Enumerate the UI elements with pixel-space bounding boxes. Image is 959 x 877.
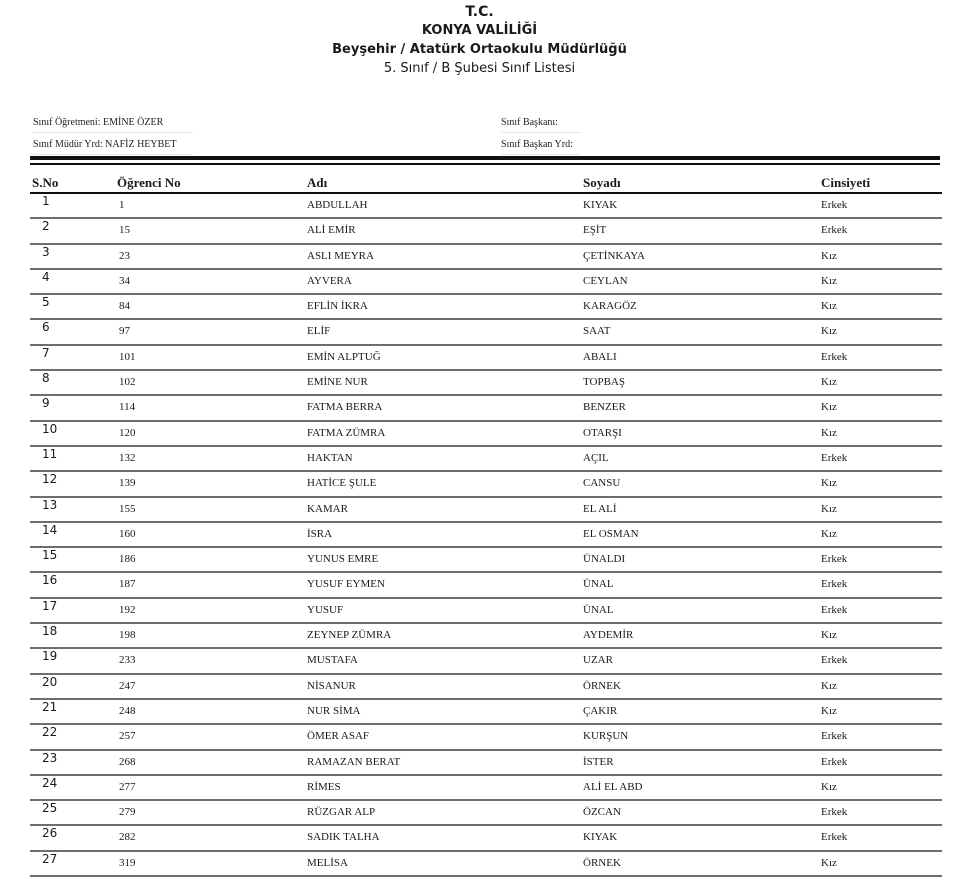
cell-student-no: 34	[117, 269, 307, 294]
cell-sno: 19	[30, 648, 117, 673]
table-row	[30, 370, 942, 395]
cell-last-name: KARAGÖZ	[583, 294, 821, 319]
table-header-row	[30, 167, 942, 193]
cell-last-name: CANSU	[583, 471, 821, 496]
cell-student-no: 233	[117, 648, 307, 673]
table-row	[30, 800, 942, 825]
cell-first-name: ELİF	[307, 319, 583, 344]
cell-gender: Kız	[821, 395, 942, 420]
cell-gender: Erkek	[821, 800, 942, 825]
cell-student-no: 120	[117, 421, 307, 446]
column-header-last-name: Soyadı	[583, 167, 821, 193]
cell-first-name: SADIK TALHA	[307, 825, 583, 850]
cell-gender: Erkek	[821, 547, 942, 572]
cell-last-name: ÇETİNKAYA	[583, 244, 821, 269]
header-school: Beyşehir / Atatürk Ortaokulu Müdürlüğü	[332, 42, 627, 57]
table-row	[30, 522, 942, 547]
cell-sno: 10	[30, 421, 117, 446]
table-row	[30, 218, 942, 243]
table-row	[30, 294, 942, 319]
cell-gender: Kız	[821, 294, 942, 319]
cell-gender: Erkek	[821, 572, 942, 597]
cell-last-name: KIYAK	[583, 193, 821, 218]
cell-student-no: 23	[117, 244, 307, 269]
cell-last-name: ÖRNEK	[583, 674, 821, 699]
table-row	[30, 623, 942, 648]
table-row	[30, 319, 942, 344]
cell-sno: 22	[30, 724, 117, 749]
cell-sno: 15	[30, 547, 117, 572]
cell-student-no: 1	[117, 193, 307, 218]
column-header-first-name: Adı	[307, 167, 583, 193]
info-underline	[501, 154, 581, 155]
header-divider-thin	[30, 163, 940, 165]
cell-student-no: 139	[117, 471, 307, 496]
cell-first-name: ALİ EMİR	[307, 218, 583, 243]
cell-first-name: NUR SİMA	[307, 699, 583, 724]
cell-first-name: ASLI MEYRA	[307, 244, 583, 269]
cell-first-name: HAKTAN	[307, 446, 583, 471]
cell-gender: Erkek	[821, 750, 942, 775]
cell-first-name: ÖMER ASAF	[307, 724, 583, 749]
cell-sno: 2	[30, 218, 117, 243]
table-row	[30, 244, 942, 269]
cell-last-name: EL OSMAN	[583, 522, 821, 547]
header-line-tc: T.C.	[465, 4, 494, 20]
cell-first-name: KAMAR	[307, 497, 583, 522]
cell-student-no: 248	[117, 699, 307, 724]
cell-first-name: FATMA BERRA	[307, 395, 583, 420]
cell-first-name: EMİNE NUR	[307, 370, 583, 395]
column-header-gender: Cinsiyeti	[821, 167, 942, 193]
cell-student-no: 277	[117, 775, 307, 800]
cell-first-name: ABDULLAH	[307, 193, 583, 218]
cell-gender: Erkek	[821, 446, 942, 471]
cell-student-no: 187	[117, 572, 307, 597]
table-row	[30, 497, 942, 522]
table-row	[30, 598, 942, 623]
table-row	[30, 421, 942, 446]
table-row	[30, 750, 942, 775]
table-row	[30, 345, 942, 370]
cell-sno: 16	[30, 572, 117, 597]
cell-gender: Kız	[821, 319, 942, 344]
cell-last-name: ALİ EL ABD	[583, 775, 821, 800]
cell-first-name: RAMAZAN BERAT	[307, 750, 583, 775]
table-row	[30, 724, 942, 749]
cell-last-name: UZAR	[583, 648, 821, 673]
cell-first-name: MELİSA	[307, 851, 583, 876]
cell-student-no: 102	[117, 370, 307, 395]
cell-sno: 21	[30, 699, 117, 724]
cell-sno: 23	[30, 750, 117, 775]
cell-sno: 4	[30, 269, 117, 294]
info-underline	[501, 132, 581, 133]
cell-sno: 14	[30, 522, 117, 547]
cell-gender: Kız	[821, 244, 942, 269]
cell-gender: Kız	[821, 370, 942, 395]
table-row	[30, 851, 942, 876]
cell-gender: Kız	[821, 269, 942, 294]
class-vice-president-label: Sınıf Başkan Yrd:	[501, 139, 573, 150]
cell-sno: 26	[30, 825, 117, 850]
cell-gender: Kız	[821, 699, 942, 724]
cell-gender: Erkek	[821, 724, 942, 749]
cell-last-name: CEYLAN	[583, 269, 821, 294]
cell-gender: Kız	[821, 471, 942, 496]
cell-last-name: ÜNAL	[583, 572, 821, 597]
cell-student-no: 132	[117, 446, 307, 471]
cell-student-no: 319	[117, 851, 307, 876]
cell-sno: 5	[30, 294, 117, 319]
cell-gender: Erkek	[821, 598, 942, 623]
cell-first-name: FATMA ZÜMRA	[307, 421, 583, 446]
cell-first-name: İSRA	[307, 522, 583, 547]
table-row	[30, 825, 942, 850]
table-row	[30, 674, 942, 699]
table-row	[30, 699, 942, 724]
cell-student-no: 84	[117, 294, 307, 319]
cell-sno: 18	[30, 623, 117, 648]
cell-sno: 25	[30, 800, 117, 825]
cell-sno: 12	[30, 471, 117, 496]
cell-gender: Kız	[821, 497, 942, 522]
cell-sno: 8	[30, 370, 117, 395]
cell-last-name: SAAT	[583, 319, 821, 344]
cell-last-name: TOPBAŞ	[583, 370, 821, 395]
cell-last-name: OTARŞI	[583, 421, 821, 446]
table-row	[30, 446, 942, 471]
cell-student-no: 155	[117, 497, 307, 522]
cell-first-name: RİMES	[307, 775, 583, 800]
cell-sno: 7	[30, 345, 117, 370]
cell-first-name: NİSANUR	[307, 674, 583, 699]
cell-gender: Kız	[821, 522, 942, 547]
table-row	[30, 547, 942, 572]
vice-principal-label: Sınıf Müdür Yrd: NAFİZ HEYBET	[33, 139, 177, 150]
cell-first-name: YUSUF EYMEN	[307, 572, 583, 597]
cell-student-no: 282	[117, 825, 307, 850]
header-class-list-title: 5. Sınıf / B Şubesi Sınıf Listesi	[383, 61, 576, 76]
cell-sno: 20	[30, 674, 117, 699]
cell-student-no: 97	[117, 319, 307, 344]
cell-first-name: HATİCE ŞULE	[307, 471, 583, 496]
table-row	[30, 269, 942, 294]
class-teacher-label: Sınıf Öğretmeni: EMİNE ÖZER	[33, 117, 164, 128]
cell-sno: 17	[30, 598, 117, 623]
cell-last-name: EL ALİ	[583, 497, 821, 522]
cell-gender: Kız	[821, 775, 942, 800]
cell-student-no: 279	[117, 800, 307, 825]
info-underline	[33, 132, 193, 133]
table-row	[30, 395, 942, 420]
cell-gender: Kız	[821, 623, 942, 648]
cell-last-name: AÇIL	[583, 446, 821, 471]
cell-student-no: 198	[117, 623, 307, 648]
cell-last-name: KIYAK	[583, 825, 821, 850]
cell-last-name: EŞİT	[583, 218, 821, 243]
cell-first-name: AYVERA	[307, 269, 583, 294]
cell-gender: Kız	[821, 421, 942, 446]
table-row	[30, 572, 942, 597]
cell-last-name: ÇAKIR	[583, 699, 821, 724]
cell-student-no: 160	[117, 522, 307, 547]
cell-gender: Kız	[821, 851, 942, 876]
cell-first-name: EMİN ALPTUĞ	[307, 345, 583, 370]
cell-sno: 9	[30, 395, 117, 420]
cell-student-no: 268	[117, 750, 307, 775]
cell-last-name: ÖRNEK	[583, 851, 821, 876]
cell-last-name: ÜNALDI	[583, 547, 821, 572]
cell-last-name: KURŞUN	[583, 724, 821, 749]
cell-first-name: EFLİN İKRA	[307, 294, 583, 319]
cell-last-name: İSTER	[583, 750, 821, 775]
cell-sno: 27	[30, 851, 117, 876]
cell-sno: 13	[30, 497, 117, 522]
header-governorship: KONYA VALİLİĞİ	[421, 23, 538, 38]
column-header-student-no: Öğrenci No	[117, 167, 307, 193]
cell-gender: Erkek	[821, 345, 942, 370]
cell-student-no: 101	[117, 345, 307, 370]
cell-last-name: BENZER	[583, 395, 821, 420]
cell-gender: Erkek	[821, 218, 942, 243]
cell-first-name: MUSTAFA	[307, 648, 583, 673]
cell-student-no: 114	[117, 395, 307, 420]
cell-sno: 11	[30, 446, 117, 471]
cell-student-no: 257	[117, 724, 307, 749]
cell-sno: 1	[30, 193, 117, 218]
table-row	[30, 471, 942, 496]
cell-first-name: ZEYNEP ZÜMRA	[307, 623, 583, 648]
table-row	[30, 648, 942, 673]
cell-student-no: 15	[117, 218, 307, 243]
cell-gender: Erkek	[821, 193, 942, 218]
cell-sno: 6	[30, 319, 117, 344]
cell-gender: Erkek	[821, 648, 942, 673]
cell-last-name: ÖZCAN	[583, 800, 821, 825]
class-president-label: Sınıf Başkanı:	[501, 117, 558, 128]
student-list-table	[30, 167, 942, 877]
cell-gender: Erkek	[821, 825, 942, 850]
cell-last-name: ÜNAL	[583, 598, 821, 623]
cell-last-name: AYDEMİR	[583, 623, 821, 648]
column-header-sno: S.No	[30, 167, 117, 193]
cell-student-no: 247	[117, 674, 307, 699]
cell-sno: 24	[30, 775, 117, 800]
cell-gender: Kız	[821, 674, 942, 699]
cell-last-name: ABALI	[583, 345, 821, 370]
table-row	[30, 193, 942, 218]
cell-student-no: 192	[117, 598, 307, 623]
cell-student-no: 186	[117, 547, 307, 572]
info-underline	[33, 154, 193, 155]
cell-first-name: YUSUF	[307, 598, 583, 623]
cell-first-name: RÜZGAR ALP	[307, 800, 583, 825]
cell-first-name: YUNUS EMRE	[307, 547, 583, 572]
header-divider-thick	[30, 156, 940, 160]
cell-sno: 3	[30, 244, 117, 269]
table-row	[30, 775, 942, 800]
